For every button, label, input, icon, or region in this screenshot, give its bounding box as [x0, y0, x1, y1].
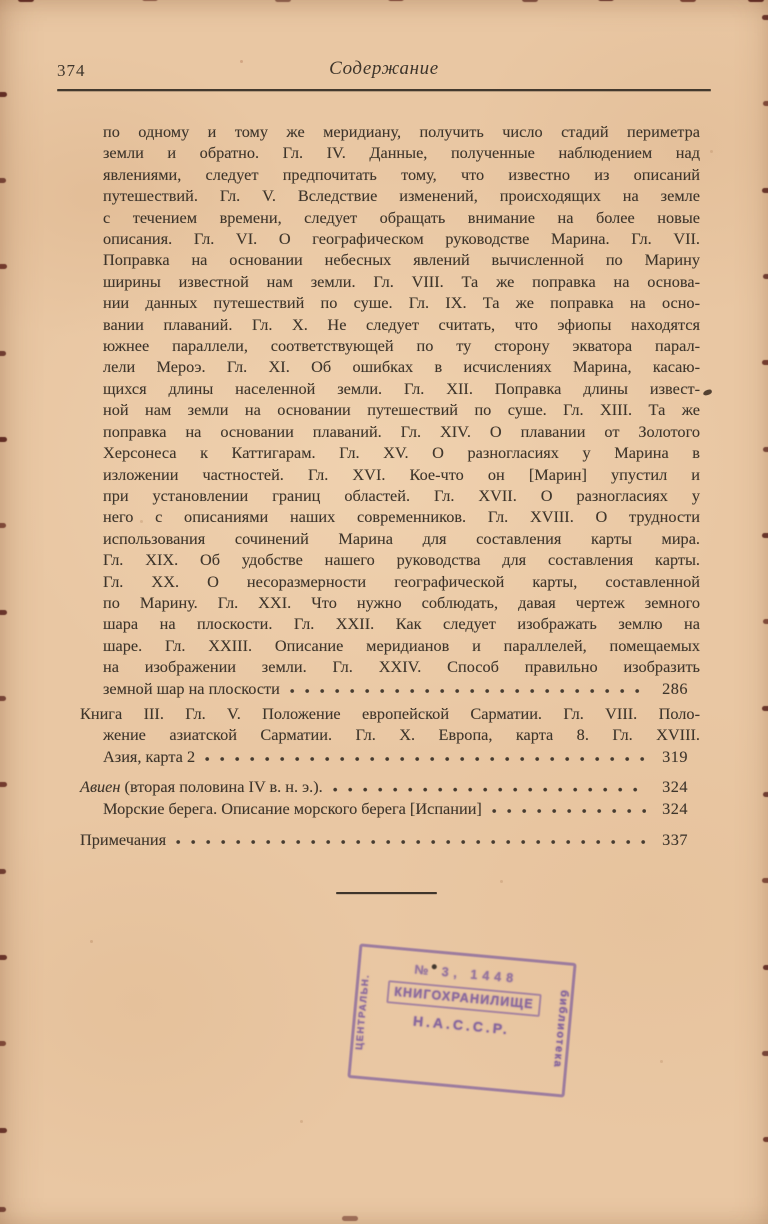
stamp-republic-text: Н.А.С.С.Р. — [412, 1012, 511, 1038]
toc-dotted-line — [80, 776, 700, 797]
toc-line: жение азиатской Сарматии. Гл. X. Европа, карта 8. Гл. XVIII. — [103, 725, 700, 745]
stamp-right-text: библиотека — [551, 989, 571, 1070]
toc-page-ref: 286 — [662, 678, 688, 698]
header-rule — [57, 89, 711, 91]
toc-line: Книга III. Гл. V. Положение европейской Сарматии. Гл. VIII. Поло- — [80, 703, 700, 723]
toc-entry-kniga-iii — [80, 703, 700, 767]
toc-line: на изображении земли. Гл. XXIV. Способ правильно изобразить — [103, 657, 700, 677]
stamp-number-line: № 3, 1448 — [413, 962, 519, 986]
page-number: 374 — [57, 61, 86, 80]
toc-dotted-line — [103, 678, 700, 699]
toc-line-text: Морские берега. Описание морского берега [Испании] — [103, 798, 482, 818]
toc-line: щихся длины населенной земли. Гл. XII. Поправка длины извест- — [103, 378, 700, 398]
toc-line: использования сочинений Марина для составления карты мира. — [103, 528, 700, 548]
toc-entry-ptolemy-continuation — [80, 121, 700, 699]
dot-leader — [290, 678, 646, 699]
toc-entry-primechaniya — [80, 829, 700, 850]
toc-line-text — [80, 776, 323, 797]
toc-author-name: Авиен — [80, 777, 121, 797]
toc-line: вании плаваний. Гл. X. Не следует считать, что эфиопы находятся — [103, 314, 700, 334]
toc-line: с течением времени, следует обращать внимание на более новые — [103, 207, 700, 227]
toc-line: описания. Гл. VI. О географическом руководстве Марина. Гл. VII. — [103, 229, 700, 249]
toc-line-text: Примечания — [80, 830, 167, 849]
stamp-left-text: ЦЕНТРАЛЬН. — [353, 972, 372, 1051]
toc-line-rest: (вторая половина IV в. н. э.). — [120, 777, 323, 797]
toc-line-text: земной шар на плоскости — [103, 678, 280, 698]
toc-line: по Марину. Гл. XXI. Что нужно соблюдать, давая чертеж земного — [103, 592, 700, 612]
margin-ink-mark — [702, 389, 712, 397]
toc-line: при установлении границ областей. Гл. XVII. О разногласиях у — [103, 485, 700, 505]
toc-line: Херсонеса к Каттигарам. Гл. XV. О разногласиях у Марина в — [103, 443, 700, 463]
table-of-contents — [80, 121, 700, 850]
section-divider-rule — [336, 892, 437, 894]
page-header — [57, 58, 711, 84]
dot-leader — [205, 746, 646, 767]
dot-leader — [176, 829, 646, 850]
toc-line: Гл. XX. О несоразмерности географической карты, составленной — [103, 571, 700, 591]
toc-line: лели Мероэ. Гл. XI. Об ошибках в исчислениях Марина, касаю- — [103, 357, 700, 377]
toc-line: нии данных путешествий по суше. Гл. IX. Та же поправка на осно- — [103, 293, 700, 313]
dot-leader — [492, 798, 646, 819]
toc-line: Гл. XIX. Об удобстве нашего руководства для составления карты. — [103, 550, 700, 570]
toc-line: южнее параллели, соответствующей по ту сторону экватора парал- — [103, 336, 700, 356]
dot-leader — [333, 776, 646, 797]
library-stamp — [347, 943, 576, 1097]
toc-dotted-line — [103, 798, 700, 819]
stamp-center — [372, 949, 551, 1093]
running-title: Содержание — [329, 58, 439, 79]
toc-lines — [103, 121, 700, 678]
toc-line: по одному и тому же меридиану, получить число стадий периметра — [103, 122, 700, 141]
paper-speckles — [0, 0, 3, 3]
toc-line: явлениями, следует предпочитать тому, что известно из описаний — [103, 164, 700, 184]
toc-line-text: Азия, карта 2 — [103, 746, 196, 766]
toc-line: шаре. Гл. XXIII. Описание меридианов и параллелей, помещаемых — [103, 635, 700, 655]
toc-line: земли и обратно. Гл. IV. Данные, полученные наблюдением над — [103, 143, 700, 163]
toc-page-ref: 337 — [662, 830, 688, 849]
toc-line: ширины известной нам земли. Гл. VIII. Та же поправка на основа- — [103, 271, 700, 291]
toc-dotted-line — [103, 746, 700, 767]
toc-page-ref: 324 — [662, 777, 688, 797]
toc-page-ref: 324 — [662, 798, 688, 818]
toc-line: поправка на основании плаваний. Гл. XIV. О плавании от Золотого — [103, 421, 700, 441]
toc-line: путешествий. Гл. V. Вследствие изменений, происходящих на земле — [103, 186, 700, 206]
toc-line: ной нам земли на основании путешествий по суше. Гл. XIII. Та же — [103, 400, 700, 420]
toc-lines — [103, 724, 700, 745]
toc-page-ref: 319 — [662, 746, 688, 766]
toc-line: шара на плоскости. Гл. XXII. Как следует изображать землю на — [103, 614, 700, 634]
toc-line: него с описаниями наших современников. Гл. XVIII. О трудности — [103, 507, 700, 527]
toc-line: изложении частностей. Гл. XVI. Кое-что он [Марин] упустил и — [103, 464, 700, 484]
toc-line: Поправка на основании небесных явлений вычисленной по Марину — [103, 250, 700, 270]
toc-dotted-line — [80, 829, 700, 850]
toc-entry-avien — [80, 776, 700, 819]
stamp-depot-box: КНИГОХРАНИЛИЩЕ — [386, 980, 542, 1017]
